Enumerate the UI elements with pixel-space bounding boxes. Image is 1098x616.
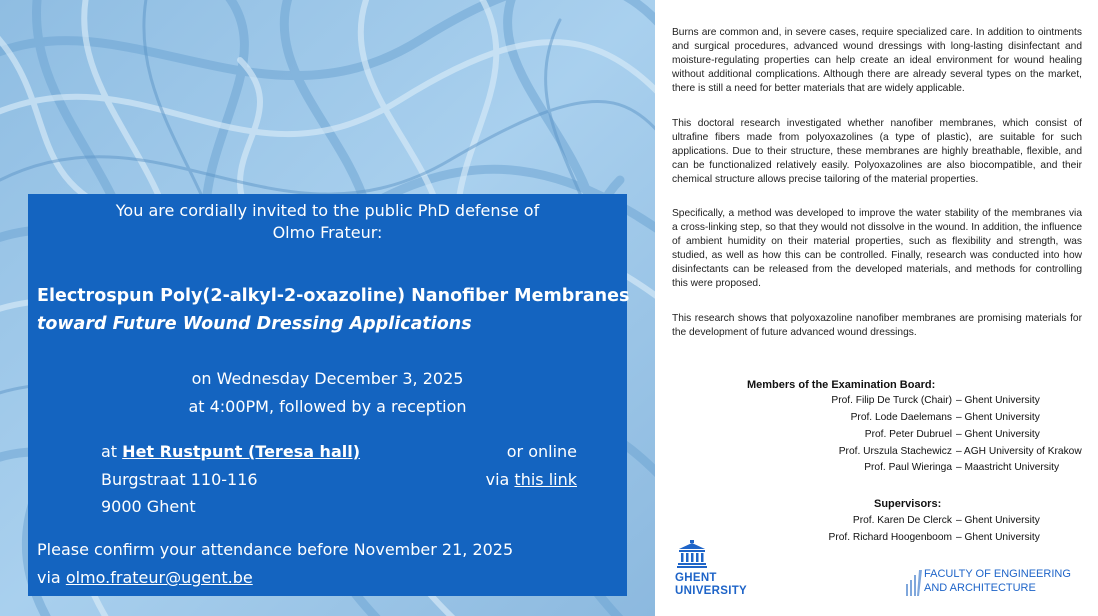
- online-prefix: via: [485, 470, 515, 489]
- board-heading: Members of the Examination Board:: [747, 379, 936, 391]
- rsvp-email-link[interactable]: olmo.frateur@ugent.be: [65, 568, 253, 587]
- abstract-paragraph-3: Specifically, a method was developed to improve the water stability of the membranes via a cross-linking step, so that they would not dissolve in the wound. In addition, the influence of ambient humidity on their material properties, such as flexibility and strength, was studied, as well as how this can be controlled. Finally, research was conducted into how disinfectants can be released from the developed materials, and methods for controlling this were proposed.: [672, 208, 1082, 289]
- member-affiliation: – Ghent University: [956, 429, 1040, 440]
- member-affiliation: – Ghent University: [956, 395, 1040, 406]
- member-name: Prof. Urszula Stachewicz: [838, 446, 952, 457]
- ghent-university-logo: [675, 540, 755, 600]
- venue-city: 9000 Ghent: [101, 497, 196, 516]
- faculty-logo-line-1: FACULTY OF ENGINEERING: [924, 568, 1071, 580]
- venue-street: Burgstraat 110-116: [101, 470, 258, 489]
- faculty-logo-line-2: AND ARCHITECTURE: [924, 582, 1036, 594]
- invitation-box: [28, 194, 630, 596]
- board-member: [655, 462, 1098, 478]
- member-name: Prof. Filip De Turck (Chair): [831, 395, 952, 406]
- thesis-title: Electrospun Poly(2-alkyl-2-oxazoline) Nanofiber Membranes: [37, 286, 630, 306]
- candidate-name: Olmo Frateur:: [272, 223, 383, 242]
- online-option: or online: [506, 442, 577, 461]
- venue-line: [101, 442, 360, 461]
- abstract-paragraph-4: This research shows that polyoxazoline nanofiber membranes are promising materials for the development of future advanced wound dressings.: [672, 313, 1082, 338]
- supervisor-name: Prof. Karen De Clerck: [852, 515, 952, 526]
- board-member: [655, 446, 1098, 462]
- faculty-logo: [906, 566, 1086, 600]
- ugent-logo-word-1: GHENT: [675, 572, 717, 584]
- abstract-paragraph-1: Burns are common and, in severe cases, require specialized care. In addition to ointments and surgical procedures, advanced wound dressings with long-lasting disinfectant and moisture-regulating properties can help create an ideal environment for wound healing without additional complications. Although there are already several types on the market, there is still a need for better materials that are widely applicable.: [672, 27, 1082, 94]
- faculty-emblem-icon: [906, 570, 922, 596]
- supervisor: [655, 515, 1098, 531]
- member-affiliation: – Maastricht University: [956, 462, 1060, 473]
- supervisors-heading: Supervisors:: [874, 498, 942, 510]
- invitation-intro: You are cordially invited to the public PhD defense of: [115, 201, 540, 220]
- supervisor-name: Prof. Richard Hoogenboom: [828, 532, 952, 543]
- board-member: [655, 395, 1098, 411]
- rsvp-deadline: Please confirm your attendance before November 21, 2025: [37, 540, 514, 559]
- online-link-line: [486, 470, 577, 489]
- supervisor-affiliation: – Ghent University: [956, 532, 1040, 543]
- rsvp-prefix: via: [37, 568, 66, 587]
- member-name: Prof. Lode Daelemans: [850, 412, 952, 423]
- board-member: [655, 429, 1098, 445]
- abstract-panel: [655, 0, 1098, 616]
- member-affiliation: – Ghent University: [956, 412, 1040, 423]
- supervisor-affiliation: – Ghent University: [956, 515, 1040, 526]
- member-name: Prof. Peter Dubruel: [864, 429, 952, 440]
- venue-link[interactable]: Het Rustpunt (Teresa hall): [122, 442, 361, 461]
- defense-date: on Wednesday December 3, 2025: [191, 369, 464, 388]
- defense-time: at 4:00PM, followed by a reception: [188, 397, 467, 416]
- venue-prefix: at: [101, 442, 123, 461]
- university-building-icon: [677, 540, 707, 568]
- member-name: Prof. Paul Wieringa: [864, 462, 952, 473]
- online-link[interactable]: this link: [514, 470, 577, 489]
- ugent-logo-word-2: UNIVERSITY: [675, 585, 748, 597]
- thesis-subtitle: toward Future Wound Dressing Applications: [37, 314, 472, 334]
- board-member: [655, 412, 1098, 428]
- rsvp-email-line: [37, 568, 253, 587]
- member-affiliation: – AGH University of Krakow: [956, 446, 1082, 457]
- abstract-paragraph-2: This doctoral research investigated whether nanofiber membranes, which consist of ultrafine fibers made from polyoxazolines (a type of plastic), are suitable for such applications. Due to their structure, these membranes are highly breathable, flexible, and can be functionalized relatively easily. Polyoxazolines are also biocompatible, and their chemical structure allows precise tailoring of the material properties.: [672, 118, 1082, 185]
